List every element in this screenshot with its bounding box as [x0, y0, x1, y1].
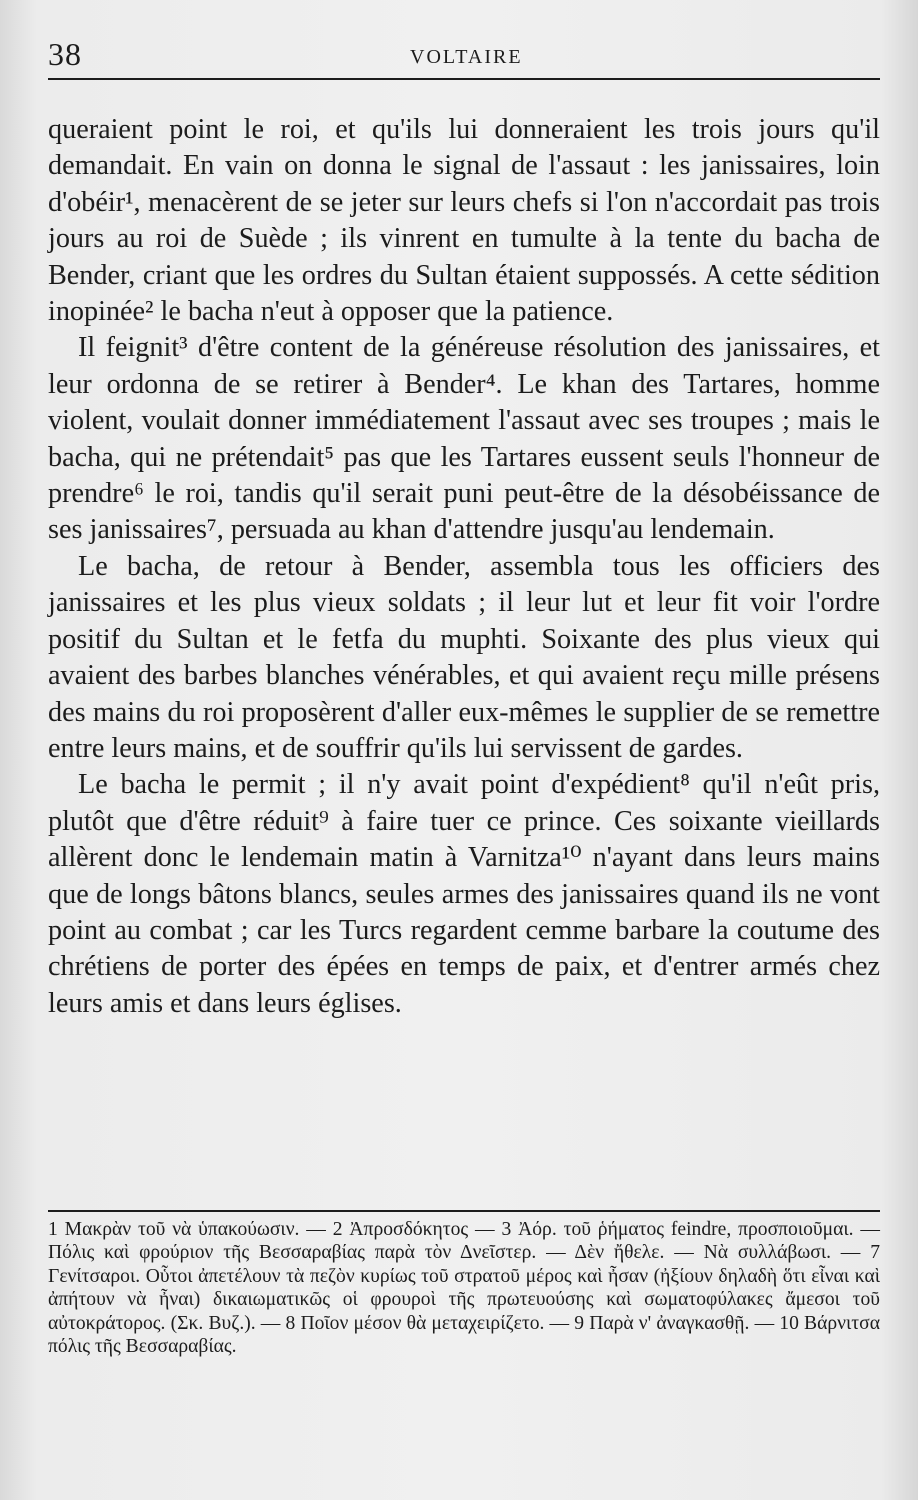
footnote-rule: [48, 1210, 880, 1212]
header-rule: [48, 78, 880, 80]
page-number: 38: [48, 36, 82, 72]
paragraph: queraient point le roi, et qu'ils lui donneraient les trois jours qu'il demandait. En vain on donna le signal de l'assaut : les janissaires, loin d'obéir¹, menacèrent de se jeter sur leurs chefs si l'on n'accordait pas trois jours au roi de Suède ; ils vinrent en tumulte à la tente du bacha de Bender, criant que les ordres du Sultan étaient suppossés. A cette sédition inopinée² le bacha n'eut à opposer que la patience.: [48, 114, 880, 328]
footnote-text: 1 Μακρὰν τοῦ νὰ ὑπακούωσιν. — 2 Ἀπροσδόκητος — 3 Ἀόρ. τοῦ ῥήματος feindre, προσποιοῦμαι. — Πόλις καὶ φρούριον τῆς Βεσσαραβίας παρὰ τὸν Δνεῖστερ. — Δὲν ἤθελε. — Νὰ συλλάβωσι. — 7 Γενίτσαροι. Οὗτοι ἀπετέλουν τὰ πεζὸν κυρίως τοῦ στρατοῦ μέρος καὶ ἦσαν (ἠξίουν δηλαδὴ ὅτι εἶναι καὶ ἀπήτουν νὰ ἦναι) δικαιωματικῶς οἱ φρουροὶ τῆς πρωτευούσης καὶ σωματοφύλακες ἄμεσοι τοῦ αὐτοκράτορος. (Σκ. Βυζ.). — 8 Ποῖον μέσον θὰ μεταχειρίζετο. — 9 Παρὰ ν' ἀναγκασθῇ. — 10 Βάρνιτσα πόλις τῆς Βεσσαραβίας.: [48, 1219, 880, 1358]
paragraph: Le bacha le permit ; il n'y avait point d'expédient⁸ qu'il n'eût pris, plutôt que d'être réduit⁹ à faire tuer ce prince. Ces soixante vieillards allèrent donc le lendemain matin à Varnitza¹⁰ n'ayant dans leurs mains que de longs bâtons blancs, seules armes des janissaires quand ils ne vont point au combat ; car les Turcs regardent cemme barbare la coutume des chrétiens de porter des épées en temps de paix, et d'entrer armés chez leurs amis et dans leurs églises.: [48, 769, 880, 1019]
body-text: [48, 112, 880, 1022]
paragraph: Il feignit³ d'être content de la généreuse résolution des janissaires, et leur ordonna de se retirer à Bender⁴. Le khan des Tartares, homme violent, voulait donner immédiatement l'assaut avec ses troupes ; mais le bacha, qui ne prétendait⁵ pas que les Tartares eussent seuls l'honneur de prendre⁶ le roi, tandis qu'il serait puni peut-être de la désobéissance de ses janissaires⁷, persuada au khan d'attendre jusqu'au lendemain.: [48, 332, 880, 546]
paragraph: Le bacha, de retour à Bender, assembla tous les officiers des janissaires et les plus vieux soldats ; il leur lut et leur fit voir l'ordre positif du Sultan et le fetfa du muphti. Soixante des plus vieux qui avaient des barbes blanches vénérables, et qui avaient reçu mille présens des mains du roi proposèrent d'aller eux-mêmes le supplier de se remettre entre leurs mains, et de souffrir qu'ils lui servissent de gardes.: [48, 550, 880, 764]
running-head: VOLTAIRE: [410, 46, 523, 68]
page-header: [48, 36, 880, 80]
footnotes: [48, 1218, 880, 1358]
